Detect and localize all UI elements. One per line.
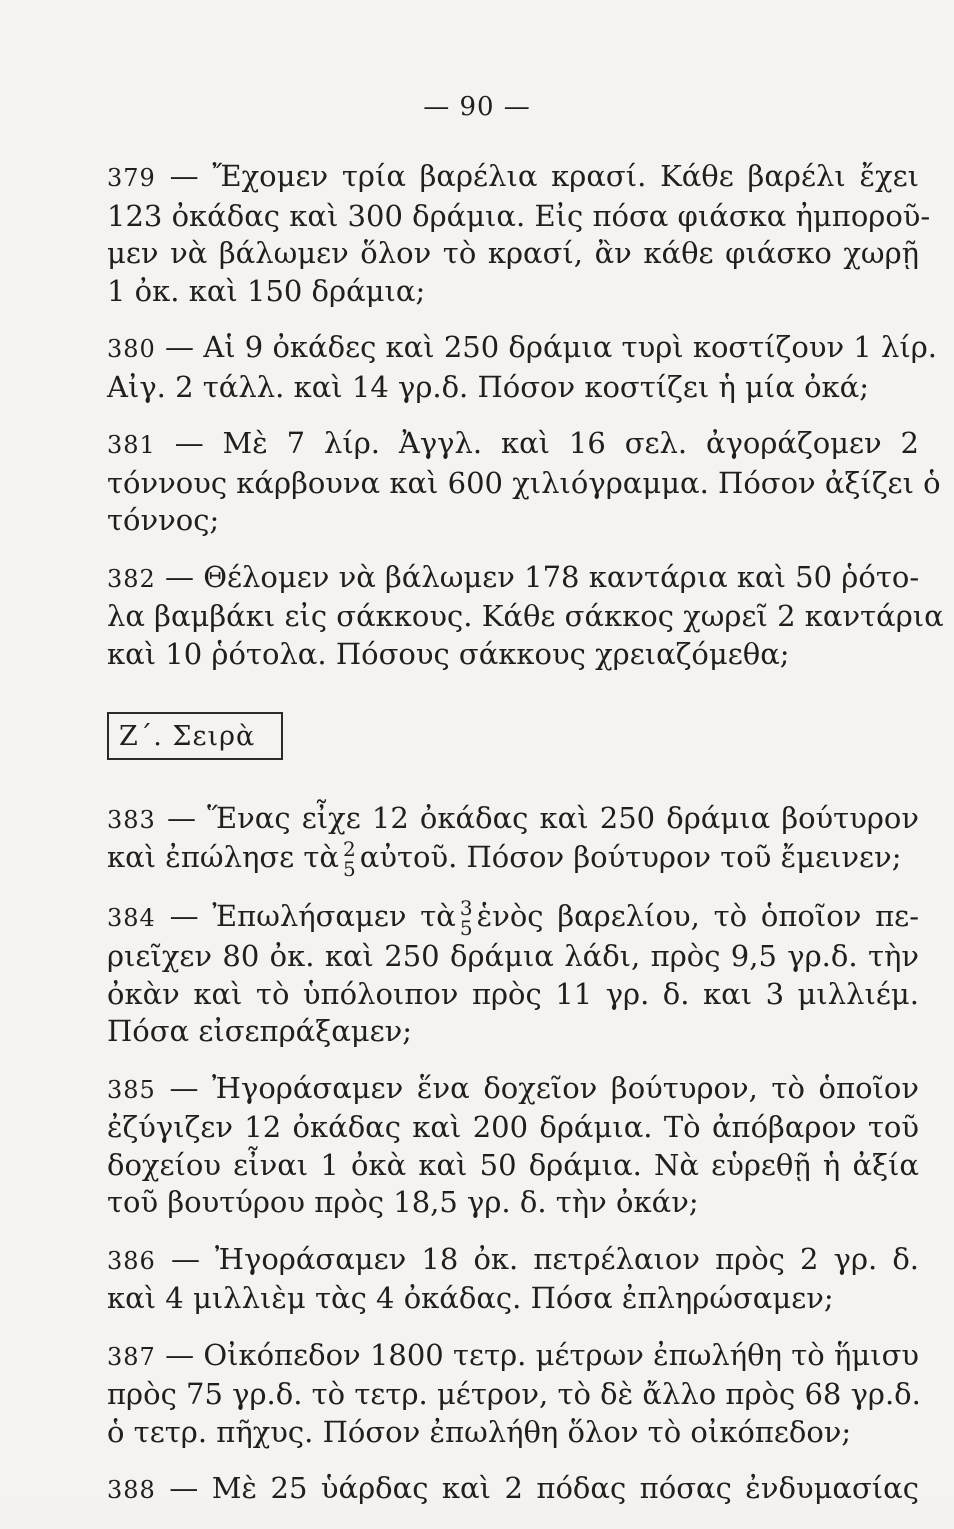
problem-text: — Μὲ 7 λίρ. Ἀγγλ. καὶ 16 σελ. ἀγοράζομεν 2 <box>174 426 919 460</box>
problem-text: — Ἔχομεν τρία βαρέλια κρασί. Κάθε βαρέλι ἔχει <box>169 159 920 193</box>
problem-380 <box>107 329 937 406</box>
problem-number: 382 <box>107 564 156 593</box>
problem-text: — Αἱ 9 ὀκάδες καὶ 250 δράμια τυρὶ κοστίζουν 1 λίρ. <box>165 330 937 364</box>
problem-number: 380 <box>107 335 156 363</box>
problem-number: 385 <box>107 1075 156 1104</box>
problem-383 <box>107 800 919 880</box>
problem-text: πρὸς 75 γρ.δ. τὸ τετρ. μέτρον, τὸ δὲ ἄλλο πρὸς 68 γρ.δ. <box>107 1377 921 1411</box>
problem-number: 381 <box>107 431 156 459</box>
series-heading: Ζ΄. Σειρὰ <box>107 712 283 760</box>
problem-text: — Οἰκόπεδον 1800 τετρ. μέτρων ἐπωλήθη τὸ ἥμισυ <box>165 1337 919 1372</box>
problem-text: τοῦ βουτύρου πρὸς 18,5 γρ. δ. τὴν ὀκάν; <box>107 1185 699 1219</box>
problem-number: 383 <box>107 805 156 834</box>
problem-text: καὶ 4 μιλλιὲμ τὰς 4 ὀκάδας. Πόσα ἐπληρώσαμεν; <box>107 1281 834 1315</box>
problem-text: καὶ ἐπώλησε τὰ <box>107 840 339 874</box>
problem-text: Αἰγ. 2 τάλλ. καὶ 14 γρ.δ. Πόσον κοστίζει ἡ μία ὀκά; <box>107 369 870 404</box>
problem-number: 386 <box>107 1246 156 1275</box>
problem-387 <box>107 1337 919 1452</box>
page-number: — 90 — <box>423 92 531 122</box>
problem-text: 1 ὀκ. καὶ 150 δράμια; <box>107 273 426 308</box>
problem-text: δοχείου εἶναι 1 ὀκὰ καὶ 50 δράμια. Νὰ εὑρεθῇ ἡ ἀξία <box>107 1147 919 1182</box>
problem-385 <box>107 1070 919 1222</box>
problem-text: — Ἕνας εἶχε 12 ὀκάδας καὶ 250 δράμια βούτυρον <box>166 800 919 835</box>
problem-text: τόννος; <box>107 503 220 537</box>
problem-text: — Ἠγοράσαμεν ἕνα δοχεῖον βούτυρον, τὸ ὁποῖον <box>169 1070 919 1105</box>
page-content <box>107 158 944 1529</box>
problem-text: ὀκὰν καὶ τὸ ὑπόλοιπον πρὸς 11 γρ. δ. και 3 μιλλιέμ. <box>107 976 919 1011</box>
problem-text: ἑνὸς βαρελίου, τὸ ὁποῖον πε- <box>476 899 919 933</box>
problem-text: — Ἐπωλήσαμεν τὰ <box>169 899 456 933</box>
problem-text: — Θέλομεν νὰ βάλωμεν 178 καντάρια καὶ 50 ῥότο- <box>165 559 920 594</box>
problem-text: ριεῖχεν 80 ὀκ. καὶ 250 δράμια λάδι, πρὸς 9,5 γρ.δ. τὴν <box>107 939 919 973</box>
problem-text: Πόσα εἰσεπράξαμεν; <box>107 1014 413 1048</box>
problem-number: 387 <box>107 1342 156 1371</box>
problem-number: 379 <box>107 164 156 192</box>
problem-text: 123 ὀκάδας καὶ 300 δράμια. Εἰς πόσα φιάσκα ἠμποροῦ- <box>107 198 931 233</box>
problem-384 <box>107 898 919 1051</box>
problem-388 <box>107 1470 919 1510</box>
problem-381 <box>107 425 941 540</box>
problem-382 <box>107 559 944 674</box>
problem-text: ἐζύγιζεν 12 ὀκάδας καὶ 200 δράμια. Τὸ ἀπόβαρον τοῦ <box>107 1110 919 1144</box>
problem-text: λα βαμβάκι εἰς σάκκους. Κάθε σάκκος χωρεῖ 2 καντάρια <box>107 599 944 633</box>
problem-text: — Ἠγοράσαμεν 18 ὀκ. πετρέλαιον πρὸς 2 γρ. δ. <box>170 1241 920 1276</box>
problem-386 <box>107 1241 919 1318</box>
problem-text: μεν νὰ βάλωμεν ὅλον τὸ κρασί, ἂν κάθε φιάσκο χωρῇ <box>107 236 919 270</box>
problem-number: 388 <box>107 1476 156 1504</box>
fraction: 2 5 <box>343 837 356 881</box>
problem-text: — Μὲ 25 ὑάρδας καὶ 2 πόδας πόσας ἐνδυμασίας <box>169 1471 919 1505</box>
problem-text: ὁ τετρ. πῆχυς. Πόσον ἐπωλήθη ὅλον τὸ οἰκόπεδον; <box>107 1414 852 1449</box>
problem-text: τόννους κάρβουνα καὶ 600 χιλιόγραμμα. Πόσον ἀξίζει ὁ <box>107 465 941 500</box>
fraction: 3 5 <box>459 896 473 940</box>
problem-text: αὐτοῦ. Πόσον βούτυρον τοῦ ἔμεινεν; <box>359 840 902 874</box>
problem-number: 384 <box>107 904 156 932</box>
problem-text: καὶ 10 ῥότολα. Πόσους σάκκους χρειαζόμεθα; <box>107 636 790 671</box>
problem-379 <box>107 158 931 310</box>
